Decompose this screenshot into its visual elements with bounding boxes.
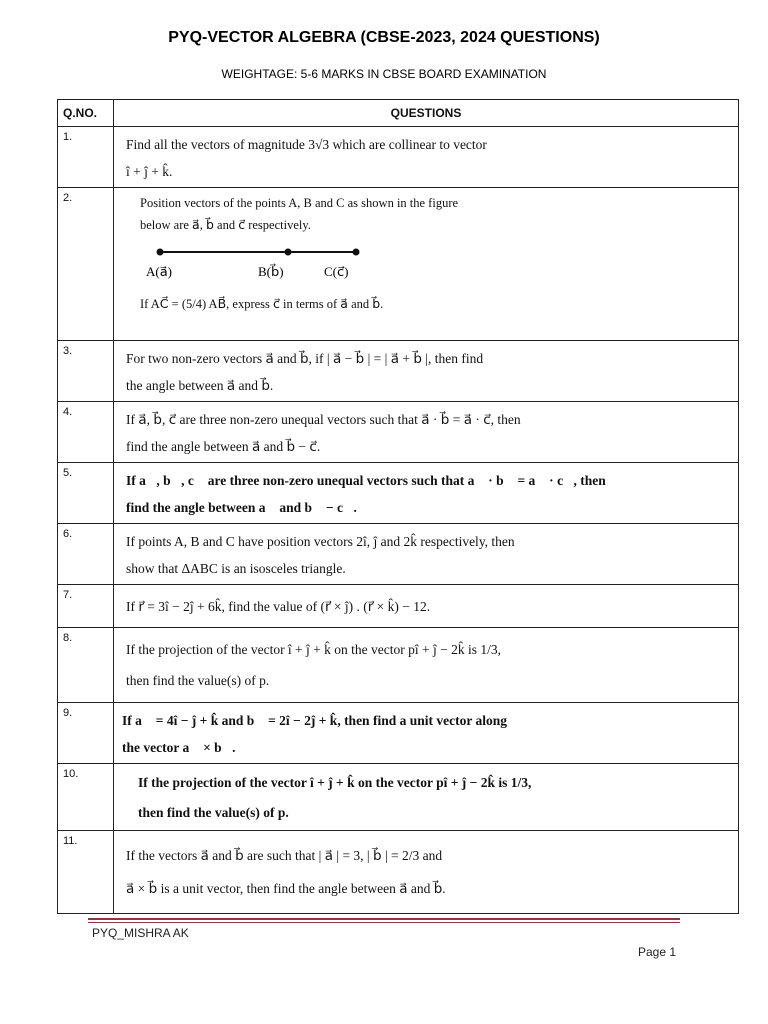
- footer-rule: [88, 918, 680, 920]
- table-row: [58, 341, 739, 402]
- question-number: 9.: [58, 703, 114, 764]
- question-line: If the vectors a⃗ and b⃗ are such that | a⃗ | = 3, | b⃗ | = 2/3 and: [126, 848, 443, 863]
- question-number: 6.: [58, 524, 114, 585]
- point-a-label: A(a⃗): [146, 264, 173, 279]
- question-line: If AC⃗ = (5/4) AB⃗, express c⃗ in terms of a⃗ and b⃗.: [140, 297, 384, 311]
- table-row: [58, 628, 739, 703]
- question-line: find the angle between a⃗ and b⃗ − c⃗.: [126, 439, 321, 454]
- question-line: î + ĵ + k̂.: [126, 164, 173, 179]
- table-row: [58, 524, 739, 585]
- page-title: PYQ-VECTOR ALGEBRA (CBSE-2023, 2024 QUESTIONS): [168, 29, 600, 46]
- column-header-qno: Q.NO.: [58, 100, 114, 127]
- question-line: find the angle between a⃗ and b⃗ − c⃗.: [126, 500, 357, 515]
- question-number: 3.: [58, 341, 114, 402]
- collinear-points-figure: [140, 240, 440, 284]
- question-line: For two non-zero vectors a⃗ and b⃗, if | a⃗ − b⃗ | = | a⃗ + b⃗ |, then find: [126, 351, 484, 366]
- table-header-row: [58, 100, 739, 127]
- question-line: If r⃗ = 3î − 2ĵ + 6k̂, find the value of (r⃗ × ĵ) . (r⃗ × k̂) − 12.: [126, 599, 431, 614]
- question-number: 1.: [58, 127, 114, 188]
- question-line: the vector a⃗ × b⃗.: [122, 740, 236, 755]
- question-number: 10.: [58, 764, 114, 831]
- question-line: then find the value(s) of p.: [138, 805, 289, 820]
- table-row: [58, 764, 739, 831]
- question-text: [114, 831, 739, 914]
- table-row: [58, 585, 739, 628]
- table-row: [58, 127, 739, 188]
- question-text: [114, 628, 739, 703]
- footer-author: PYQ_MISHRA AK: [92, 926, 189, 940]
- question-number: 4.: [58, 402, 114, 463]
- column-header-questions: QUESTIONS: [114, 100, 739, 127]
- question-text: [114, 127, 739, 188]
- question-text: [114, 585, 739, 628]
- question-line: If a⃗ = 4î − ĵ + k̂ and b⃗ = 2î − 2ĵ + k̂, then find a unit vector along: [122, 713, 507, 728]
- question-text: [114, 463, 739, 524]
- table-row: [58, 703, 739, 764]
- question-line: show that ΔABC is an isosceles triangle.: [126, 561, 346, 576]
- page-subtitle: WEIGHTAGE: 5-6 MARKS IN CBSE BOARD EXAMINATION: [221, 67, 547, 81]
- question-line: the angle between a⃗ and b⃗.: [126, 378, 274, 393]
- question-line: a⃗ × b⃗ is a unit vector, then find the angle between a⃗ and b⃗.: [126, 881, 446, 896]
- question-text: [114, 188, 739, 341]
- question-line: then find the value(s) of p.: [126, 673, 270, 688]
- table-row: [58, 188, 739, 341]
- question-line: Position vectors of the points A, B and C as shown in the figure: [140, 196, 459, 210]
- question-line: If a⃗, b⃗, c⃗ are three non-zero unequal vectors such that a⃗ · b⃗ = a⃗ · c⃗, then: [126, 473, 606, 488]
- table-row: [58, 463, 739, 524]
- page-number: Page 1: [638, 945, 677, 959]
- question-number: 7.: [58, 585, 114, 628]
- point-b-label: B(b⃗): [258, 264, 284, 279]
- question-line: If points A, B and C have position vectors 2î, ĵ and 2k̂ respectively, then: [126, 534, 515, 549]
- question-number: 2.: [58, 188, 114, 341]
- point-c-label: C(c⃗): [324, 264, 349, 279]
- question-text: [114, 341, 739, 402]
- table-row: [58, 402, 739, 463]
- table-row: [58, 831, 739, 914]
- question-text: [114, 764, 739, 831]
- question-number: 8.: [58, 628, 114, 703]
- questions-table: [57, 99, 739, 914]
- question-text: [114, 402, 739, 463]
- question-line: If the projection of the vector î + ĵ + k̂ on the vector pî + ĵ − 2k̂ is 1/3,: [138, 775, 532, 790]
- question-line: If a⃗, b⃗, c⃗ are three non-zero unequal vectors such that a⃗ · b⃗ = a⃗ · c⃗, then: [126, 412, 521, 427]
- question-number: 11.: [58, 831, 114, 914]
- question-number: 5.: [58, 463, 114, 524]
- question-line: below are a⃗, b⃗ and c⃗ respectively.: [140, 218, 311, 232]
- question-text: [114, 524, 739, 585]
- question-text: [114, 703, 739, 764]
- question-line: Find all the vectors of magnitude 3√3 which are collinear to vector: [126, 137, 487, 152]
- footer-rule: [88, 922, 680, 923]
- question-line: If the projection of the vector î + ĵ + k̂ on the vector pî + ĵ − 2k̂ is 1/3,: [126, 642, 501, 657]
